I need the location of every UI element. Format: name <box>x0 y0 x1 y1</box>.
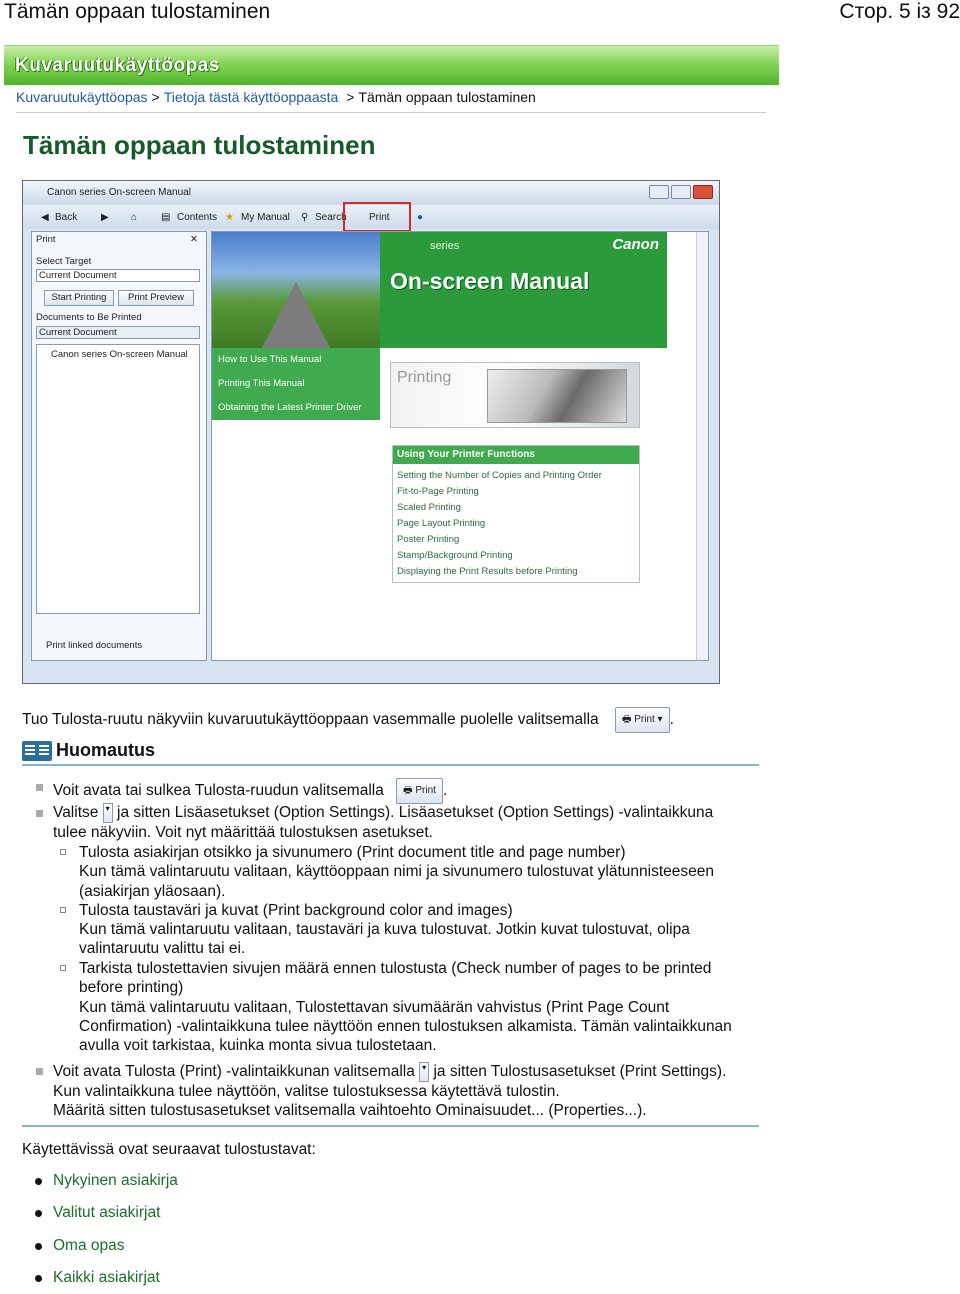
intro-end: . <box>669 710 674 728</box>
close-icon <box>693 185 713 199</box>
intro-paragraph <box>22 707 674 733</box>
breadcrumb-separator: > <box>151 89 160 105</box>
page-title: Tämän oppaan tulostaminen <box>23 130 376 160</box>
function-link: Fit-to-Page Printing <box>397 486 479 497</box>
function-link: Poster Printing <box>397 534 460 545</box>
sub2-title: Tulosta taustaväri ja kuvat (Print background color and images) <box>79 902 513 919</box>
sub-bullet <box>60 907 66 913</box>
book-icon <box>22 741 52 761</box>
printing-label: Printing <box>397 369 452 386</box>
print-button-image: 🖶 Print <box>396 778 443 804</box>
window-title: Canon series On-screen Manual <box>47 187 191 198</box>
breadcrumb-divider <box>16 112 766 113</box>
bullet-square <box>36 1068 43 1075</box>
toolbar-my-manual: My Manual <box>241 212 290 223</box>
note-bullet-2 <box>53 803 713 823</box>
nav-link: Printing This Manual <box>218 378 305 389</box>
note-b2-a: Valitse <box>53 804 99 822</box>
function-link: Displaying the Print Results before Printing <box>397 566 578 577</box>
print-linked-checkbox: Print linked documents <box>46 640 143 651</box>
minimize-icon <box>649 185 669 199</box>
note-b1-end: . <box>442 781 448 799</box>
sub3-title2: before printing) <box>79 979 184 996</box>
content-scrollbar <box>696 232 708 660</box>
brand-logo: Canon <box>612 236 659 253</box>
toolbar-back: Back <box>55 212 78 223</box>
star-icon: ★ <box>225 212 234 223</box>
maximize-icon <box>671 185 691 199</box>
sub2-line1: Kun tämä valintaruutu valitaan, taustaväri ja kuva tulostuvat. Jotkin kuvat tulostuvat, olipa <box>79 921 690 938</box>
documents-label: Documents to Be Printed <box>36 312 142 323</box>
link-selected-documents[interactable]: Valitut asiakirjat <box>53 1204 161 1221</box>
bullet-dot <box>35 1275 42 1282</box>
help-icon: ● <box>417 212 424 223</box>
pane-close-icon: ✕ <box>190 234 198 245</box>
bullet-dot <box>35 1243 42 1250</box>
bullet-square <box>36 784 43 791</box>
select-target-label: Select Target <box>36 256 92 267</box>
toolbar-contents: Contents <box>177 212 218 223</box>
back-icon: ◀ <box>41 212 49 223</box>
note-b3-a: Voit avata Tulosta (Print) -valintaikkunan valitsemalla <box>53 1063 415 1081</box>
print-pane-title: Print <box>36 234 56 245</box>
document-title: Tämän oppaan tulostaminen <box>4 0 271 23</box>
print-button-label: Print <box>415 785 436 796</box>
print-highlight <box>343 202 411 232</box>
function-link: Stamp/Background Printing <box>397 550 513 561</box>
bullet-dot <box>35 1178 42 1185</box>
hero-series: series <box>430 240 460 252</box>
function-link: Setting the Number of Copies and Printing Order <box>397 470 602 481</box>
printing-panel <box>390 362 640 428</box>
printer-photo <box>487 369 627 423</box>
note-bullet-1 <box>53 778 447 804</box>
toolbar-search: Search <box>315 212 347 223</box>
sub1-line1: Kun tämä valintaruutu valitaan, käyttöoppaan nimi ja sivunumero tulostuvat ylätunnisteeseen <box>79 863 715 880</box>
sub1-title: Tulosta asiakirjan otsikko ja sivunumero (Print document title and page number) <box>79 844 626 861</box>
note-b3-line2: Kun valintaikkuna tulee näyttöön, valitse tulostuksessa käytettävä tulostin. <box>53 1083 560 1100</box>
sub-bullet <box>60 965 66 971</box>
function-link: Scaled Printing <box>397 502 461 513</box>
manual-screenshot <box>22 180 720 684</box>
note-b3-b: ja sitten Tulostusasetukset (Print Settings). <box>433 1063 727 1081</box>
documents-list <box>36 344 200 614</box>
note-b2-c: tulee näkyviin. Voit nyt määrittää tulostuksen asetukset. <box>53 824 433 841</box>
sub2-line2: valintaruutu valittu tai ei. <box>79 940 246 957</box>
note-title: Huomautus <box>56 740 155 760</box>
note-bullet-3 <box>53 1062 726 1082</box>
window-controls <box>649 185 713 199</box>
start-printing-button: Start Printing <box>44 290 114 306</box>
contents-icon: ▤ <box>161 212 171 223</box>
sub3-title1: Tarkista tulostettavien sivujen määrä ennen tulostusta (Check number of pages to be printed <box>79 960 712 977</box>
note-divider-top <box>22 764 759 766</box>
intro-text: Tuo Tulosta-ruutu näkyviin kuvaruutukäyttöoppaan vasemmalle puolelle valitsemalla <box>22 710 599 728</box>
sub3-line3: avulla voit tarkistaa, kuinka monta sivua tulostetaan. <box>79 1037 437 1054</box>
hero-title: On-screen Manual <box>390 268 590 294</box>
note-b2-b: ja sitten Lisäasetukset (Option Settings). Lisäasetukset (Option Settings) -valintaikkuna <box>117 804 714 822</box>
breadcrumb-separator: > <box>346 89 355 105</box>
page-counter: Стор. 5 із 92 <box>839 0 960 23</box>
functions-panel <box>392 445 640 583</box>
manual-nav <box>212 348 380 420</box>
print-preview-button: Print Preview <box>118 290 194 306</box>
dropdown-arrow-icon: ▾ <box>419 1062 429 1082</box>
sub3-line1: Kun tämä valintaruutu valitaan, Tulostettavan sivumäärän vahvistus (Print Page Count <box>79 999 670 1016</box>
breadcrumb <box>16 89 536 105</box>
sub-bullet <box>60 849 66 855</box>
search-icon: ⚲ <box>301 212 309 223</box>
note-heading <box>22 740 155 761</box>
hero-banner <box>380 232 667 348</box>
forward-icon: ▶ <box>101 212 109 223</box>
note-b1-text: Voit avata tai sulkea Tulosta-ruudun valitsemalla <box>53 781 384 799</box>
select-target-value: Current Document <box>36 269 200 282</box>
link-all-documents[interactable]: Kaikki asiakirjat <box>53 1269 160 1286</box>
banner <box>4 45 779 85</box>
document-item: Canon series On-screen Manual <box>51 349 188 360</box>
sub3-line2: Confirmation) -valintaikkuna tulee näyttöön ennen tulostuksen alkamista. Tämän valintaikkunan <box>79 1018 732 1035</box>
available-heading: Käytettävissä ovat seuraavat tulostustavat: <box>22 1141 316 1158</box>
breadcrumb-current: Tämän oppaan tulostaminen <box>358 89 536 105</box>
toolbar-print: Print <box>369 212 390 223</box>
print-pane <box>31 231 207 661</box>
nav-link: Obtaining the Latest Printer Driver <box>218 402 362 413</box>
print-button-label: Print <box>634 714 655 725</box>
dropdown-arrow-icon: ▾ <box>103 803 113 823</box>
note-b3-line3: Määritä sitten tulostusasetukset valitsemalla vaihtoehto Ominaisuudet... (Properties...). <box>53 1102 647 1119</box>
note-divider-bottom <box>22 1125 759 1127</box>
breadcrumb-link-about[interactable]: Tietoja tästä käyttöoppaasta <box>163 89 339 105</box>
link-my-manual[interactable]: Oma opas <box>53 1237 125 1254</box>
function-link: Page Layout Printing <box>397 518 486 529</box>
link-current-document[interactable]: Nykyinen asiakirja <box>53 1172 178 1189</box>
road-image <box>212 232 380 348</box>
nav-link: How to Use This Manual <box>218 354 322 365</box>
banner-title: Kuvaruutukäyttöopas <box>15 55 220 76</box>
sub1-line2: (asiakirjan yläosaan). <box>79 883 226 900</box>
home-icon: ⌂ <box>131 212 138 223</box>
breadcrumb-link-manual[interactable]: Kuvaruutukäyttöopas <box>16 89 148 105</box>
functions-header: Using Your Printer Functions <box>393 446 639 464</box>
print-button-image: 🖶 Print ▾ <box>615 707 670 733</box>
bullet-square <box>36 810 43 817</box>
bullet-dot <box>35 1210 42 1217</box>
documents-header: Current Document <box>36 326 200 339</box>
manual-content <box>211 231 709 661</box>
